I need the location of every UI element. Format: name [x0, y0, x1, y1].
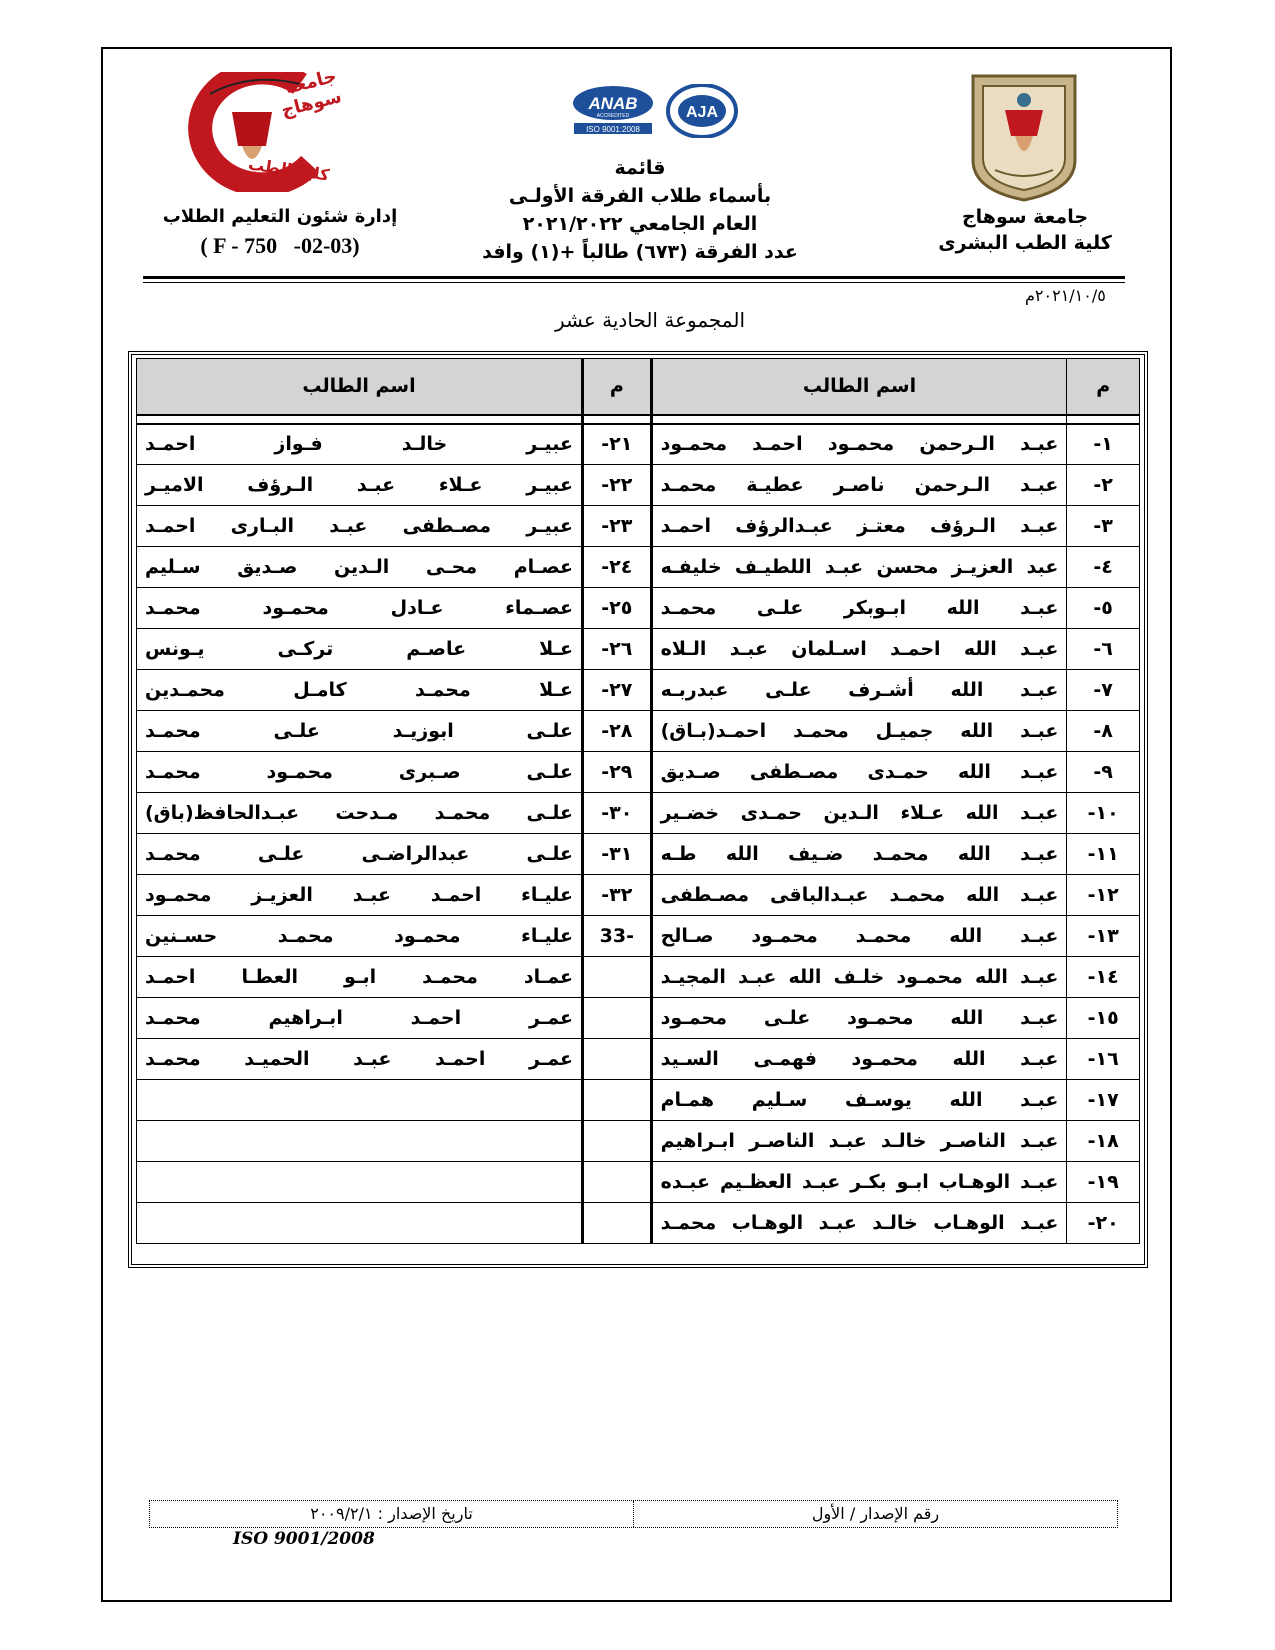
table-row — [137, 1162, 1140, 1203]
table-row — [137, 424, 1140, 465]
student-name-right: عبـد الوهـاب خالـد عبـد الوهـاب محمـد — [651, 1203, 1067, 1244]
student-number-left — [583, 1203, 652, 1244]
student-name-right: عبـد الله أشـرف علـى عبدربـه — [651, 670, 1067, 711]
student-name-left: عصـام محـى الـدين صـديق سـليم — [137, 547, 583, 588]
col-header-name-left: اسم الطالب — [137, 359, 583, 415]
table-row — [137, 957, 1140, 998]
student-number-left: ٢٥- — [583, 588, 652, 629]
student-number-left: ٢٩- — [583, 752, 652, 793]
title-names: بأسماء طلاب الفرقة الأولـى — [508, 185, 772, 207]
student-name-left: عـلا محمـد كامـل محمـدين — [137, 670, 583, 711]
student-name-left: عمـاد محمـد ابـو العطـا احمـد — [137, 957, 583, 998]
table-row — [137, 711, 1140, 752]
student-name-left: عبيـر مصـطفى عبـد البـارى احمـد — [137, 506, 583, 547]
student-name-right: عبـد الناصـر خالـد عبـد الناصـر ابـراهيم — [651, 1121, 1067, 1162]
student-name-right: عبـد الله محمـود علـى محمـود — [651, 998, 1067, 1039]
student-number-left — [583, 1039, 652, 1080]
table-row — [137, 465, 1140, 506]
table-row — [137, 752, 1140, 793]
anab-text: ANAB — [588, 94, 638, 113]
student-number-right: ٢- — [1067, 465, 1140, 506]
student-name-right: عبـد الله محمـد عبـدالباقى مصـطفى — [651, 875, 1067, 916]
col-header-num-right: م — [1067, 359, 1140, 415]
table-row — [137, 506, 1140, 547]
table-row — [137, 547, 1140, 588]
student-name-right: عبـد الله محمـد ضـيف الله طـه — [651, 834, 1067, 875]
student-number-left: ٢٢- — [583, 465, 652, 506]
student-name-right: عبـد الله حمـدى مصـطفى صـديق — [651, 752, 1067, 793]
student-number-left: ٢٦- — [583, 629, 652, 670]
student-number-right: ٥- — [1067, 588, 1140, 629]
class-count: عدد الفرقة (٦٧٣) طالباً +(١) وافد — [482, 241, 798, 263]
student-number-left — [583, 1121, 652, 1162]
student-name-right: عبـد الله محمـود خلـف الله عبـد المجيـد — [651, 957, 1067, 998]
student-number-right: ٤- — [1067, 547, 1140, 588]
logo-text-bottom: كلية الطب — [247, 154, 331, 185]
center-title-block — [430, 154, 850, 266]
student-number-right: ٨- — [1067, 711, 1140, 752]
issue-number: رقم الإصدار / الأول — [811, 1504, 940, 1523]
student-name-left: علـى محمـد مـدحت عبـدالحافظ(باق) — [137, 793, 583, 834]
university-seal-logo — [965, 70, 1083, 202]
student-number-left: ٢١- — [583, 424, 652, 465]
student-name-left: عـلا عاصـم تركـى يـونس — [137, 629, 583, 670]
faculty-name: كلية الطب البشرى — [938, 232, 1112, 254]
admin-dept-block — [160, 206, 400, 259]
student-name-right: عبـد الوهـاب ابـو بكـر عبـد العظـيم عبـده — [651, 1162, 1067, 1203]
student-name-right: عبـد الله ابـوبكر علـى محمـد — [651, 588, 1067, 629]
student-name-right: عبد العزيـز محسن عبـد اللطيـف خليفـه — [651, 547, 1067, 588]
student-number-right: ١٧- — [1067, 1080, 1140, 1121]
logo-text-top: جامعة سوهاج — [279, 65, 344, 122]
table-row — [137, 629, 1140, 670]
student-number-right: ٣- — [1067, 506, 1140, 547]
student-number-left: ٢٨- — [583, 711, 652, 752]
student-number-left: ٢٣- — [583, 506, 652, 547]
student-name-right: عبـد الله عـلاء الـدين حمـدى خضـير — [651, 793, 1067, 834]
student-number-right: ١٨- — [1067, 1121, 1140, 1162]
student-name-right: عبـد الله احمـد اسـلمان عبـد الـلاه — [651, 629, 1067, 670]
col-header-num-left: م — [583, 359, 652, 415]
student-name-right: عبـد الـرحمن محمـود احمـد محمـود — [651, 424, 1067, 465]
student-number-left: ٢٤- — [583, 547, 652, 588]
student-name-left: عصـماء عـادل محمـود محمـد — [137, 588, 583, 629]
student-number-right: ١٦- — [1067, 1039, 1140, 1080]
table-row — [137, 793, 1140, 834]
student-name-left: عليـاء احمـد عبـد العزيـز محمـود — [137, 875, 583, 916]
header-rule-thin — [143, 282, 1125, 283]
anab-subtext: ACCREDITED — [596, 113, 630, 119]
table-row — [137, 834, 1140, 875]
list-date: ٢٠٢١/١٠/٥م — [1025, 286, 1106, 305]
student-name-right: عبـد الله يوسـف سـليم همـام — [651, 1080, 1067, 1121]
student-number-right: ١٩- — [1067, 1162, 1140, 1203]
form-code: ( F - 750 -02-03) — [200, 233, 360, 258]
student-name-right: عبـد الـرحمن ناصـر عطيـة محمـد — [651, 465, 1067, 506]
table-row — [137, 588, 1140, 629]
table-row — [137, 998, 1140, 1039]
student-number-left — [583, 998, 652, 1039]
student-name-right: عبـد الله جميـل محمـد احمـد(بـاق) — [651, 711, 1067, 752]
iso-label: ISO 9001/2008 — [233, 1529, 375, 1549]
student-number-right: ٧- — [1067, 670, 1140, 711]
student-number-left: ٣١- — [583, 834, 652, 875]
student-name-left: عبيـر عـلاء عبـد الـرؤف الاميـر — [137, 465, 583, 506]
student-number-left: -33 — [583, 916, 652, 957]
academic-year: العام الجامعي ٢٠٢١/٢٠٢٢ — [522, 213, 758, 235]
student-number-left — [583, 1080, 652, 1121]
student-number-right: ٢٠- — [1067, 1203, 1140, 1244]
student-number-right: ٩- — [1067, 752, 1140, 793]
table-row — [137, 875, 1140, 916]
group-title: المجموعة الحادية عشر — [554, 308, 746, 332]
student-name-left: عليـاء محمـود محمـد حسـنين — [137, 916, 583, 957]
student-roster-table — [136, 358, 1140, 1244]
aja-text: AJA — [685, 104, 719, 121]
header-rule — [143, 276, 1125, 279]
student-name-left — [137, 1203, 583, 1244]
student-name-left: علـى صـبرى محمـود محمـد — [137, 752, 583, 793]
student-number-right: ٦- — [1067, 629, 1140, 670]
header-gap-row — [137, 415, 1140, 424]
student-number-left — [583, 957, 652, 998]
student-number-right: ١٠- — [1067, 793, 1140, 834]
student-name-left: علـى ابوزيـد علـى محمـد — [137, 711, 583, 752]
student-name-right: عبـد الله محمـود فهمـى السـيد — [651, 1039, 1067, 1080]
title-list: قائمة — [614, 157, 666, 179]
anab-iso: ISO 9001:2008 — [586, 125, 640, 134]
table-row — [137, 1121, 1140, 1162]
university-name: جامعة سوهاج — [961, 206, 1089, 228]
student-number-right: ١٣- — [1067, 916, 1140, 957]
table-row — [137, 1080, 1140, 1121]
student-name-left: علـى عبدالراضـى علـى محمـد — [137, 834, 583, 875]
student-name-left — [137, 1080, 583, 1121]
student-name-left — [137, 1162, 583, 1203]
table-row — [137, 1203, 1140, 1244]
table-row — [137, 1039, 1140, 1080]
table-row — [137, 916, 1140, 957]
anab-logo — [572, 85, 654, 137]
document-footer — [149, 1500, 1118, 1528]
student-number-right: ١- — [1067, 424, 1140, 465]
student-name-right: عبـد الـرؤف معتـز عبـدالرؤف احمـد — [651, 506, 1067, 547]
student-number-right: ١٥- — [1067, 998, 1140, 1039]
table-header-row — [137, 359, 1140, 415]
student-number-left: ٢٧- — [583, 670, 652, 711]
issue-date: تاريخ الإصدار : ٢٠٠٩/٢/١ — [150, 1501, 634, 1527]
admin-dept: إدارة شئون التعليم الطلاب — [162, 206, 398, 227]
student-name-left: عمـر احمـد عبـد الحميـد محمـد — [137, 1039, 583, 1080]
student-number-left: ٣٢- — [583, 875, 652, 916]
student-name-left: عمـر احمـد ابـراهيم محمـد — [137, 998, 583, 1039]
student-number-left — [583, 1162, 652, 1203]
faculty-medicine-logo — [150, 65, 344, 192]
table-row — [137, 670, 1140, 711]
student-number-right: ١١- — [1067, 834, 1140, 875]
student-name-left: عبيـر خالـد فـواز احمـد — [137, 424, 583, 465]
col-header-name-right: اسم الطالب — [651, 359, 1067, 415]
aja-logo — [666, 84, 738, 138]
faculty-name-block — [930, 206, 1120, 254]
student-number-right: ١٤- — [1067, 957, 1140, 998]
student-number-left: ٣٠- — [583, 793, 652, 834]
student-name-left — [137, 1121, 583, 1162]
student-number-right: ١٢- — [1067, 875, 1140, 916]
student-name-right: عبـد الله محمـد محمـود صـالح — [651, 916, 1067, 957]
